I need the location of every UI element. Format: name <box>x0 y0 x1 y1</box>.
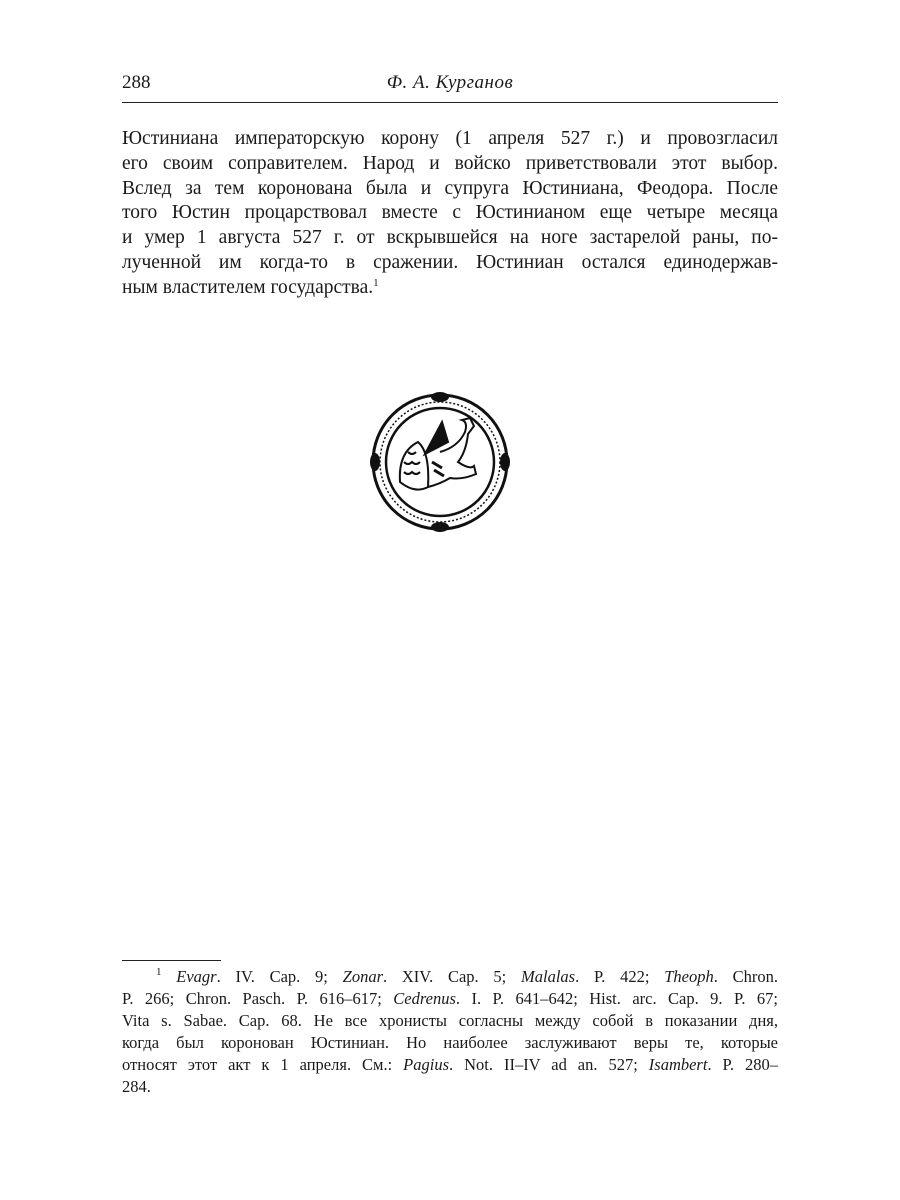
citation: . P. 422; <box>575 967 665 986</box>
author-abbrev: Isambert <box>648 1055 708 1074</box>
text-line: и умер 1 августа 527 г. от вскрывшейся на ноге застарелой раны, по- <box>122 227 778 249</box>
text-line: Юстиниана императорскую корону (1 апреля 527 г.) и провозгласил <box>122 128 778 149</box>
footnotes <box>122 966 778 1098</box>
citation: . Chron. <box>713 967 778 986</box>
main-text <box>122 127 778 301</box>
footnote-line <box>122 1054 778 1076</box>
text-line: лученной им когда-то в сражении. Юстиниан остался единодержав- <box>122 251 778 273</box>
text-line: Вслед за тем коронована была и супруга Юстиниана, Феодора. После <box>122 177 778 199</box>
citation: относят этот акт к 1 апреля. См.: <box>122 1055 404 1074</box>
author-abbrev: Evagr <box>176 967 217 986</box>
page-number: 288 <box>122 72 151 93</box>
text-line: его своим соправителем. Народ и войско приветствовали этот выбор. <box>122 152 778 174</box>
griffin-seal-icon <box>370 392 510 532</box>
citation: . IV. Cap. 9; <box>216 967 343 986</box>
citation: . P. 280– <box>707 1055 778 1074</box>
footnote-line: когда был коронован Юстиниан. Но наиболее заслуживают веры те, которые <box>122 1033 778 1052</box>
citation: . Not. II–IV ad an. 527; <box>449 1055 649 1074</box>
citation: . I. P. 641–642; Hist. arc. Cap. 9. P. 67; <box>455 989 778 1008</box>
author-abbrev: Zonar <box>342 967 383 986</box>
citation: P. 266; Chron. Pasch. P. 616–617; <box>122 989 394 1008</box>
text-line: того Юстин процарствовал вместе с Юстинианом еще четыре месяца <box>122 202 778 224</box>
page-header <box>122 72 778 103</box>
footnote-line <box>122 966 778 988</box>
footnote-separator <box>122 960 221 961</box>
text-line <box>122 276 778 301</box>
author-abbrev: Pagius <box>403 1055 450 1074</box>
footnote-line: Vita s. Sabae. Cap. 68. Не все хронисты согласны между собой в показании дня, <box>122 1011 778 1030</box>
author-abbrev: Theoph <box>664 967 714 986</box>
running-title: Ф. А. Курганов <box>386 72 514 93</box>
author-abbrev: Cedrenus <box>393 989 456 1008</box>
footnote-reference[interactable]: 1 <box>373 276 379 289</box>
footnote-line <box>122 988 778 1010</box>
text-line-content: ным властителем государства. <box>122 276 374 298</box>
author-abbrev: Malalas <box>520 967 576 986</box>
footnote-line: 284. <box>122 1077 151 1096</box>
citation: . XIV. Cap. 5; <box>383 967 521 986</box>
footnote-marker: 1 <box>156 966 162 978</box>
